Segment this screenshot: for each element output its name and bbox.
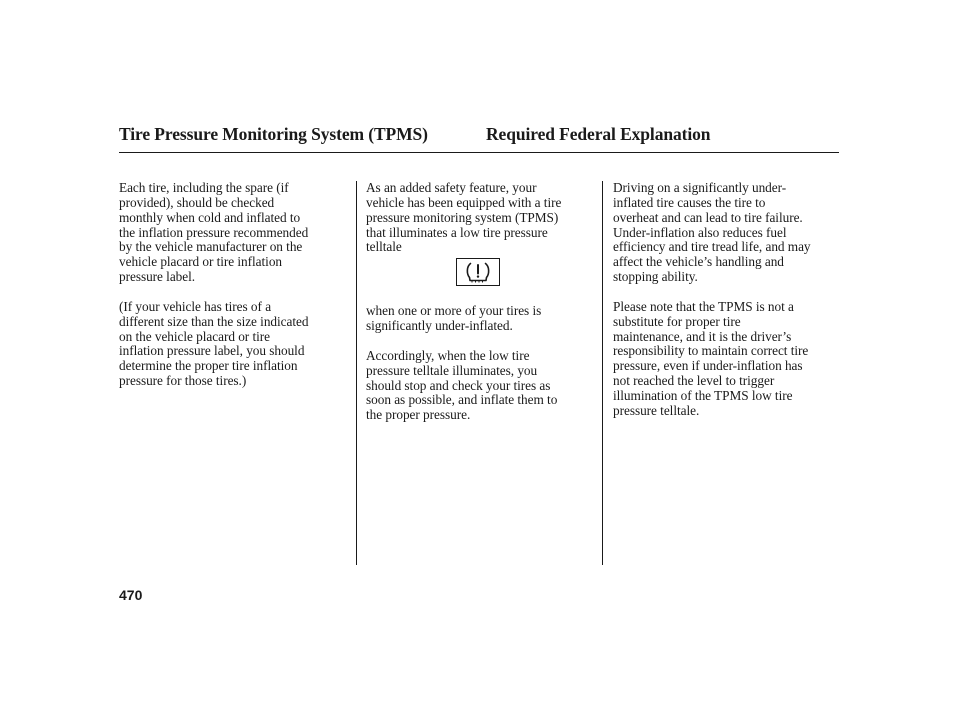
- text-column-3: [613, 181, 843, 419]
- paragraph: As an added safety feature, your vehicle has been equipped with a tire pressure monitoring system (TPMS) that illuminates a low tire pressure telltale: [366, 180, 562, 255]
- paragraph: Driving on a significantly under- inflated tire causes the tire to overheat and can lead to tire failure. Under-inflation also reduces fuel efficiency and tire tread life, and may affect the vehicle’s handling and stopping ability.: [613, 180, 811, 285]
- subsection-title: Required Federal Explanation: [486, 124, 711, 144]
- text-column-2: [366, 181, 598, 423]
- paragraph: (If your vehicle has tires of a different size than the size indicated on the vehicle placard or tire inflation pressure label, you should determine the proper tire inflation pressure for those tires.): [119, 298, 309, 389]
- text-column-1: [119, 181, 349, 389]
- section-title: Tire Pressure Monitoring System (TPMS): [119, 124, 428, 144]
- paragraph: when one or more of your tires is significantly under-inflated.: [366, 303, 542, 334]
- column-divider: [602, 181, 603, 565]
- header-rule: [119, 152, 839, 153]
- paragraph: Each tire, including the spare (if provided), should be checked monthly when cold and inflated to the inflation pressure recommended by the vehicle manufacturer on the vehicle placard or tire inflation pressure label.: [119, 180, 309, 285]
- paragraph: Accordingly, when the low tire pressure telltale illuminates, you should stop and check your tires as soon as possible, and inflate them to the proper pressure.: [366, 347, 558, 423]
- page-number: 470: [119, 587, 143, 603]
- paragraph: Please note that the TPMS is not a substitute for proper tire maintenance, and it is the driver’s responsibility to maintain correct tire pressure, even if under-inflation has not reached the level to trigger illumination of the TPMS low tire pressure telltale.: [613, 298, 809, 418]
- page-header: [119, 124, 839, 152]
- column-divider: [356, 181, 357, 565]
- low-tire-pressure-telltale-icon: [456, 258, 500, 286]
